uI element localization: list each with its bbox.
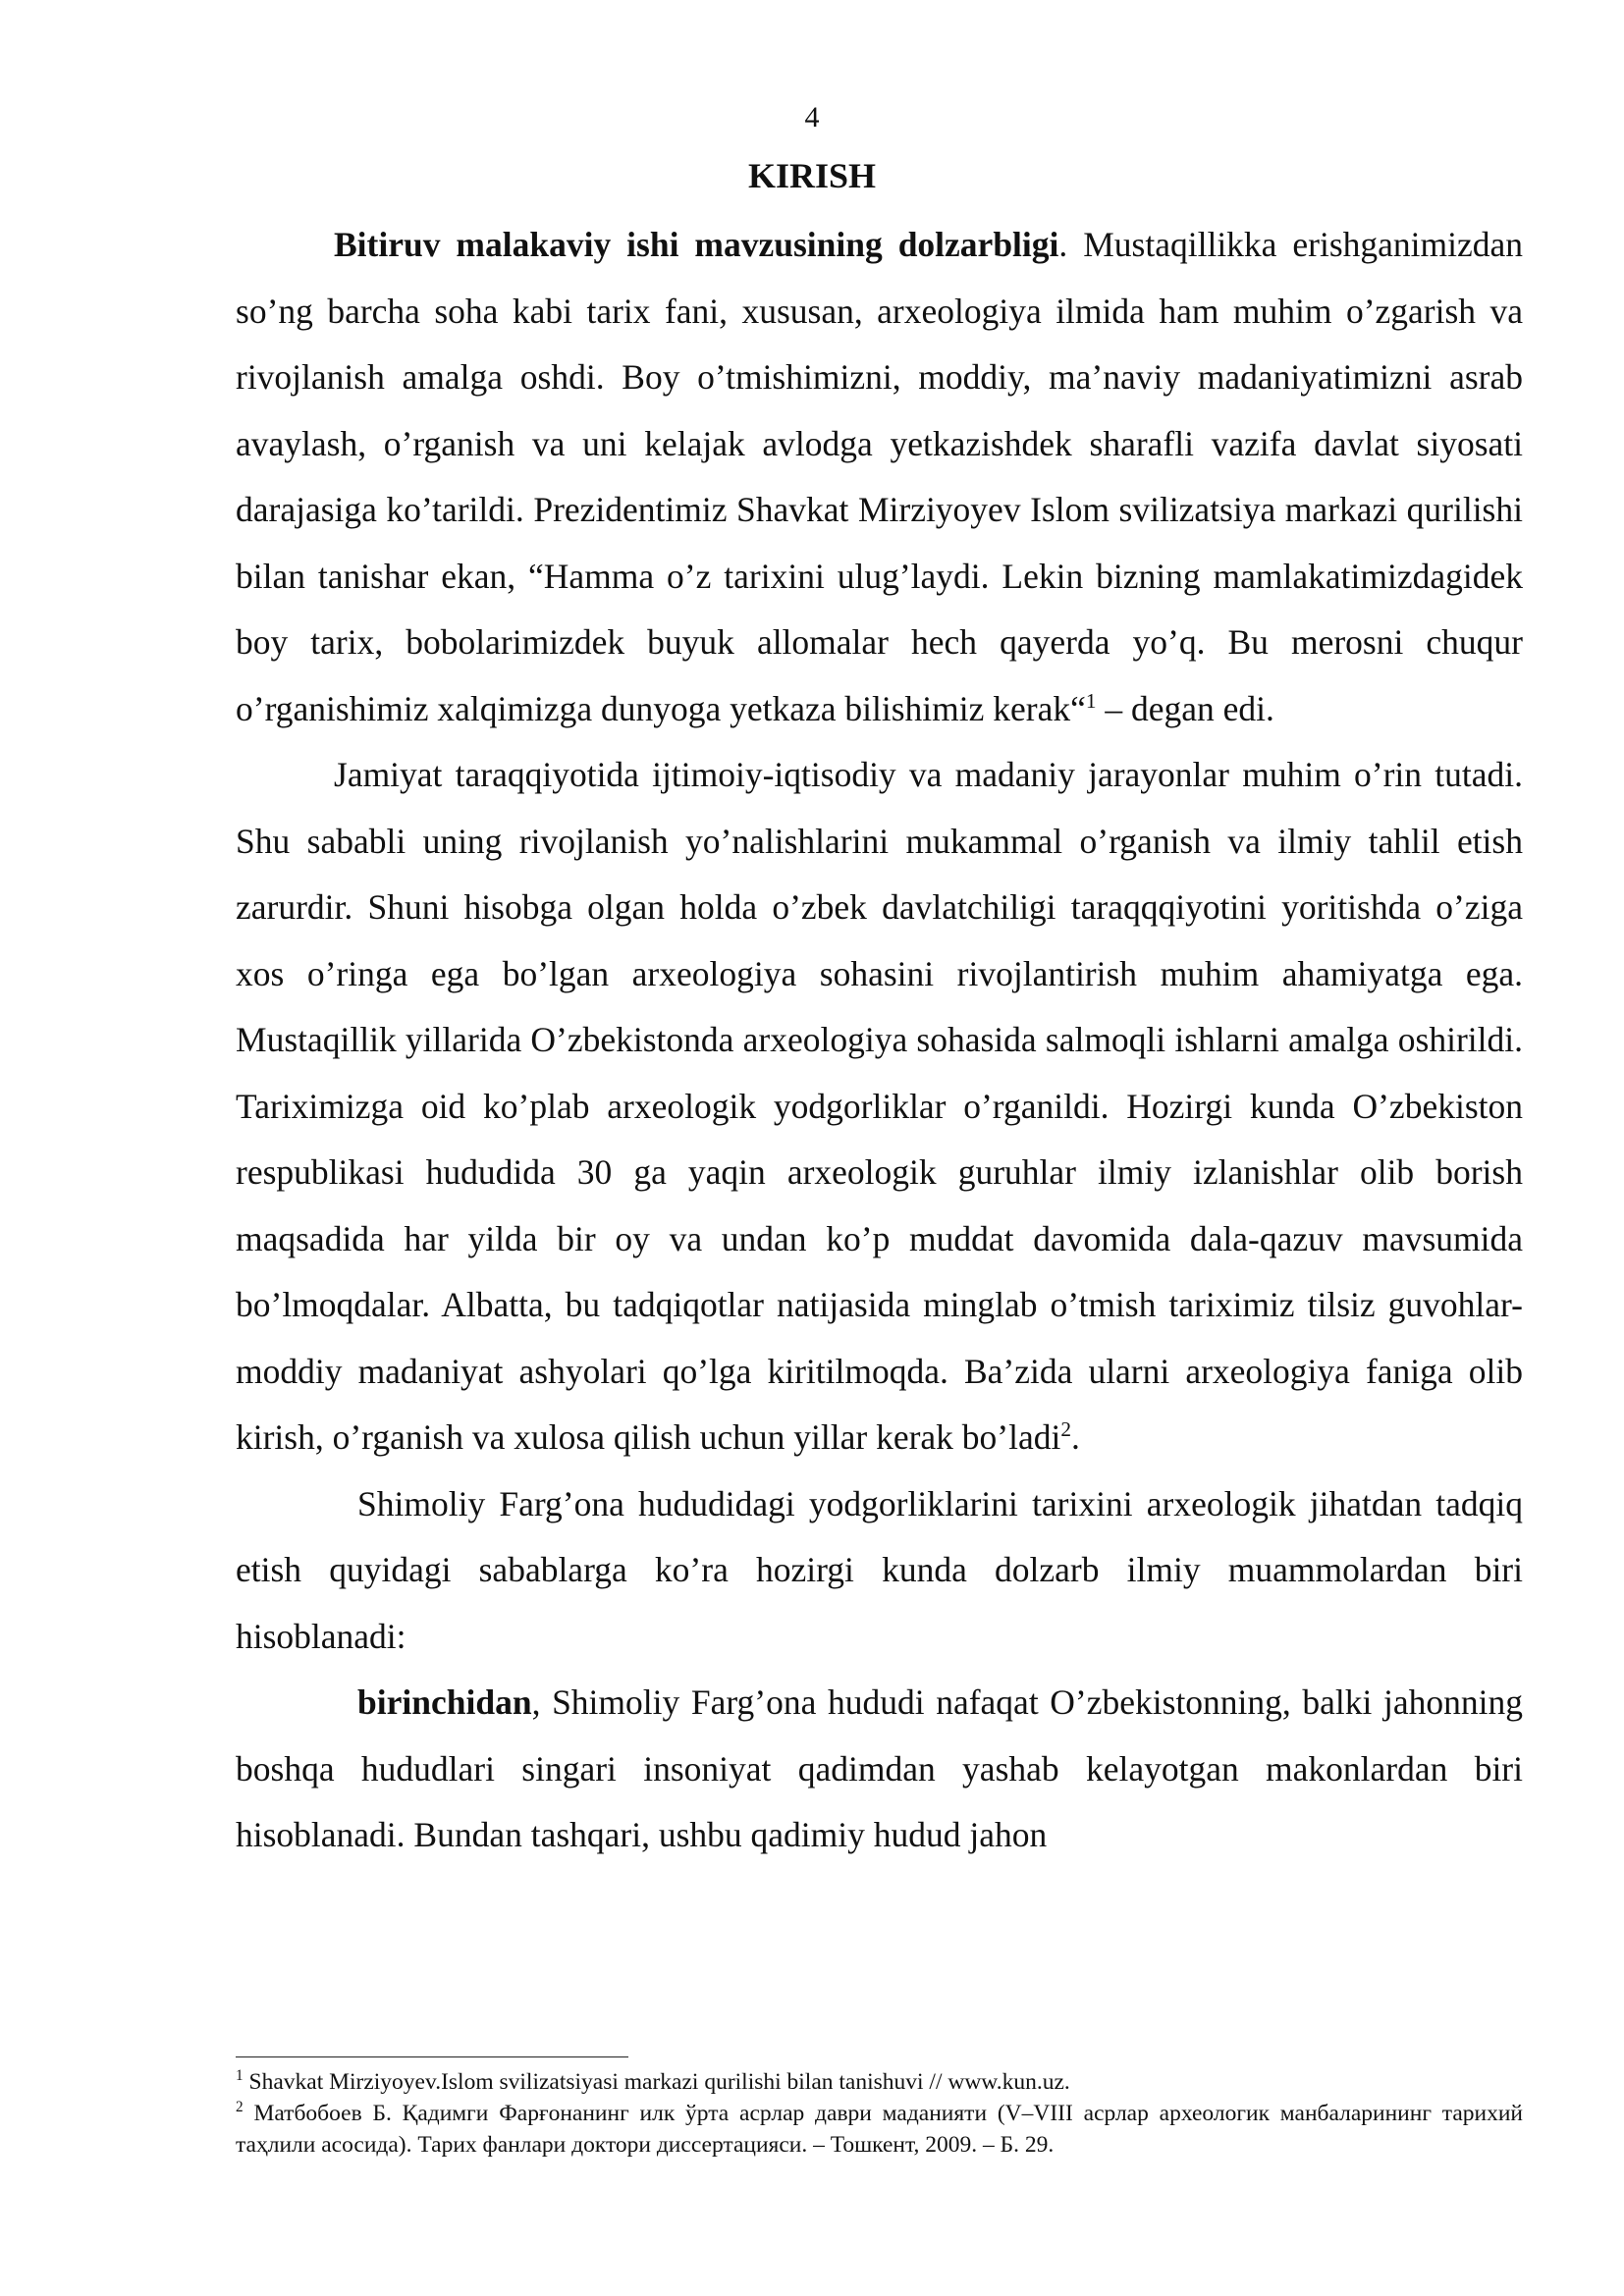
bold-lead-relevance: Bitiruv malakaviy ishi mavzusining dolzarbligi	[334, 225, 1059, 264]
footnote-mark: 2	[236, 2099, 244, 2116]
body-text	[236, 212, 1523, 1869]
footnote-mark: 1	[236, 2067, 244, 2085]
footnote-ref: 2	[1060, 1417, 1071, 1442]
footnote-text: Матбобоев Б. Қадимги Фарғонанинг илк ўрта асрлар даври маданияти (V–VIII асрлар археологик манбаларининг тарихий таҳлили асосида). Тарих фанлари доктори диссертацияси. – Тошкент, 2009. – Б. 29.	[236, 2101, 1523, 2158]
section-heading: KIRISH	[747, 156, 877, 195]
paragraph-text: . Mustaqillikka erishganimizdan so’ng barcha soha kabi tarix fani, xususan, arxeologiya ilmida ham muhim o’zgarish va rivojlanish amalga oshdi. Boy o’tmishimizni, moddiy, ma’naviy madaniyatimizni asrab avaylash, o’rganish va uni kelajak avlodga yetkazishdek sharafli vazifa davlat siyosati darajasiga ko’tarildi. Prezidentimiz Shavkat Mirziyoyev Islom svilizatsiya markazi qurilishi bilan tanishar ekan, “Hamma o’z tarixini ulug’laydi. Lekin bizning mamlakatimizdagidek boy tarix, bobolarimizdek buyuk allomalar hech qayerda yo’q. Bu merosni chuqur o’rganishimiz xalqimizga dunyoga yetkaza bilishimiz kerak“	[236, 225, 1524, 728]
paragraph-text: Jamiyat taraqqiyotida ijtimoiy-iqtisodiy va madaniy jarayonlar muhim o’rin tutadi. Shu sababli uning rivojlanish yo’nalishlarini mukammal o’rganish va ilmiy tahlil etish zarurdir. Shuni hisobga olgan holda o’zbek davlatchiligi taraqqqiyotini yoritishda o’ziga xos o’ringa ega bo’lgan arxeologiya sohasini rivojlantirish muhim ahamiyatga ega. Mustaqillik yillarida O’zbekistonda arxeologiya sohasida salmoqli ishlarni amalga oshirildi. Tariximizga oid ko’plab arxeologik yodgorliklar o’rganildi. Hozirgi kunda O’zbekiston respublikasi hududida 30 ga yaqin arxeologik guruhlar ilmiy izlanishlar olib borish maqsadida har yilda bir oy va undan ko’p muddat davomida dala-qazuv mavsumida bo’lmoqdalar. Albatta, bu tadqiqotlar natijasida minglab o’tmish tariximiz tilsiz guvohlar-moddiy madaniyat ashyolari qo’lga kiritilmoqda. Ba’zida ularni arxeologiya faniga olib kirish, o’rganish va xulosa qilish uchun yillar kerak bo’ladi	[236, 755, 1523, 1457]
paragraph-society	[236, 742, 1523, 1471]
footnote-text: Shavkat Mirziyoyev.Islom svilizatsiyasi markazi qurilishi bilan tanishuvi // www.kun.uz.	[243, 2069, 1070, 2095]
paragraph-text: Shimoliy Farg’ona hududidagi yodgorliklarini tarixini arxeologik jihatdan tadqiq etish quyidagi sabablarga ko’ra hozirgi kunda dolzarb ilmiy muammolardan biri hisoblanadi:	[236, 1483, 1523, 1656]
page-number: 4	[804, 101, 820, 133]
footnote-2	[236, 2098, 1523, 2161]
paragraph-text: .	[1071, 1417, 1080, 1457]
paragraph-text: , Shimoliy Farg’ona hududi nafaqat O’zbekistonning, balki jahonning boshqa hududlari singari insoniyat qadimdan yashab kelayotgan makonlardan biri hisoblanadi. Bundan tashqari, ushbu qadimiy hudud jahon	[236, 1682, 1523, 1854]
footnotes	[236, 2066, 1523, 2161]
paragraph-relevance	[236, 212, 1523, 742]
footnote-ref: 1	[1085, 688, 1097, 713]
paragraph-text: – degan edi.	[1096, 688, 1274, 728]
footnote-1	[236, 2066, 1523, 2098]
paragraph-firstly	[236, 1670, 1523, 1869]
footnote-separator	[236, 2056, 628, 2057]
paragraph-fergana	[236, 1471, 1523, 1671]
bold-lead-firstly: birinchidan	[357, 1682, 532, 1722]
